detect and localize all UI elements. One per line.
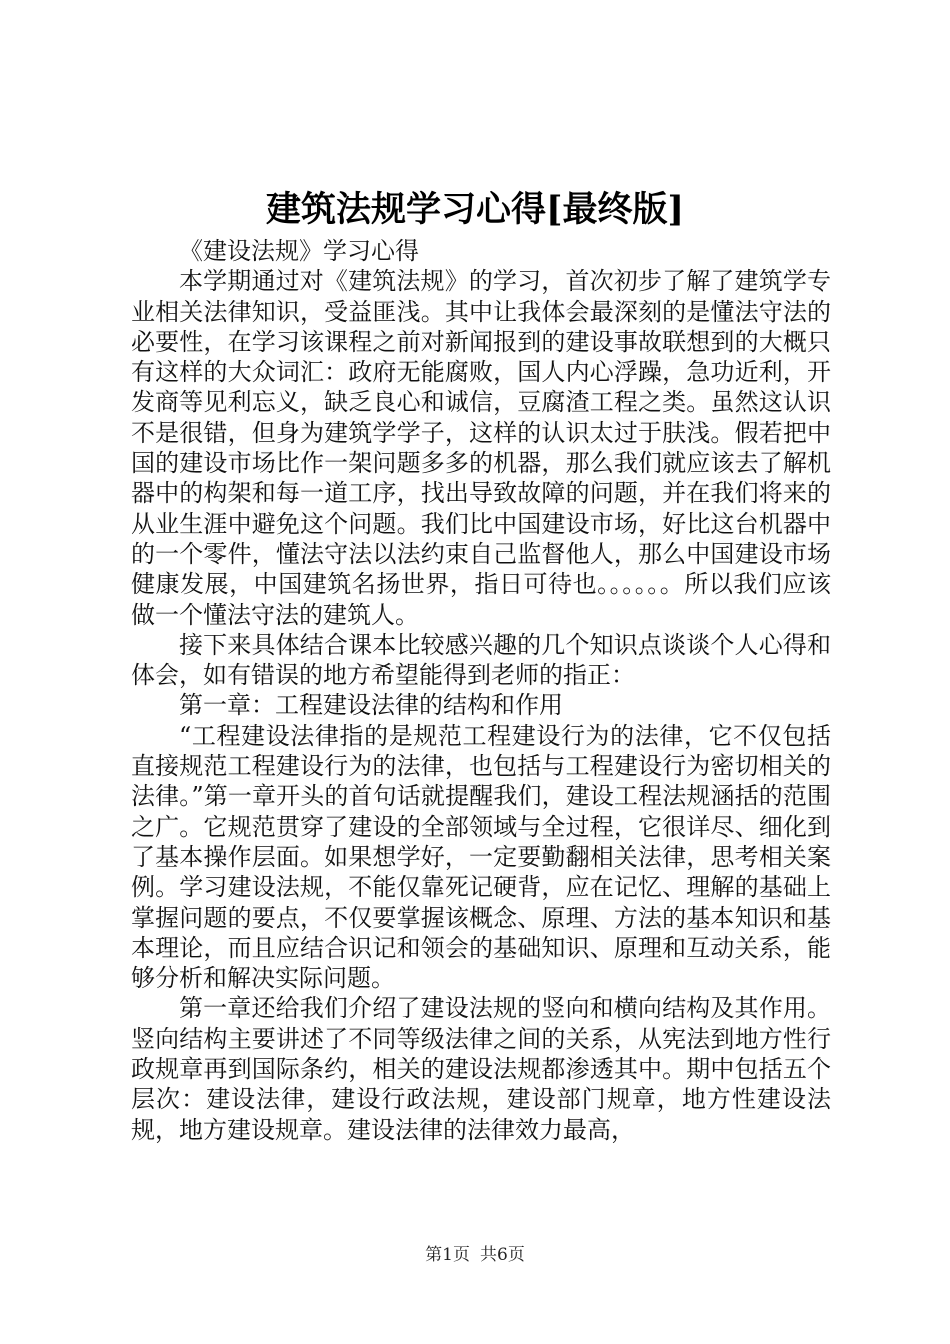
- paragraph: 本学期通过对《建筑法规》的学习，首次初步了解了建筑学专业相关法律知识，受益匪浅。其中让我体会最深刻的是懂法守法的必要性，在学习该课程之前对新闻报到的建设事故联想到的大概只有这样的大众词汇：政府无能腐败，国人内心浮躁，急功近利，开发商等见利忘义，缺乏良心和诚信，豆腐渣工程之类。虽然这认识不是很错，但身为建筑学学子，这样的认识太过于肤浅。假若把中国的建设市场比作一架问题多多的机器，那么我们就应该去了解机器中的构架和每一道工序，找出导致故障的问题，并在我们将来的从业生涯中避免这个问题。我们比中国建设市场，好比这台机器中的一个零件，懂法守法以法约束自己监督他人，那么中国建设市场健康发展，中国建筑名扬世界，指日可待也。。。。。。所以我们应该做一个懂法守法的建筑人。: [131, 267, 831, 629]
- page-number: 第1页: [425, 1245, 470, 1265]
- paragraph: 接下来具体结合课本比较感兴趣的几个知识点谈谈个人心得和体会，如有错误的地方希望能得到老师的指正：: [131, 630, 831, 690]
- paragraph: “工程建设法律指的是规范工程建设行为的法律，它不仅包括直接规范工程建设行为的法律，也包括与工程建设行为密切相关的法律。”第一章开头的首句话就提醒我们，建设工程法规涵括的范围之广。它规范贯穿了建设的全部领域与全过程，它很详尽、细化到了基本操作层面。如果想学好，一定要勤翻相关法律，思考相关案例。学习建设法规，不能仅靠死记硬背，应在记忆、理解的基础上掌握问题的要点，不仅要掌握该概念、原理、方法的基本知识和基本理论，而且应结合识记和领会的基础知识、原理和互动关系，能够分析和解决实际问题。: [131, 721, 831, 993]
- document-title: 建筑法规学习心得[最终版]: [265, 189, 685, 230]
- paragraph-subtitle: 《建设法规》学习心得: [179, 237, 419, 265]
- page-total: 共6页: [480, 1245, 525, 1265]
- document-body: [131, 236, 831, 1145]
- chapter-heading: 第一章：工程建设法律的结构和作用: [179, 691, 563, 720]
- page-footer: [0, 1244, 950, 1266]
- paragraph: 第一章还给我们介绍了建设法规的竖向和横向结构及其作用。竖向结构主要讲述了不同等级法律之间的关系，从宪法到地方性行政规章再到国际条约，相关的建设法规都渗透其中。期中包括五个层次：建设法律，建设行政法规，建设部门规章，地方性建设法规，地方建设规章。建设法律的法律效力最高，: [131, 994, 831, 1144]
